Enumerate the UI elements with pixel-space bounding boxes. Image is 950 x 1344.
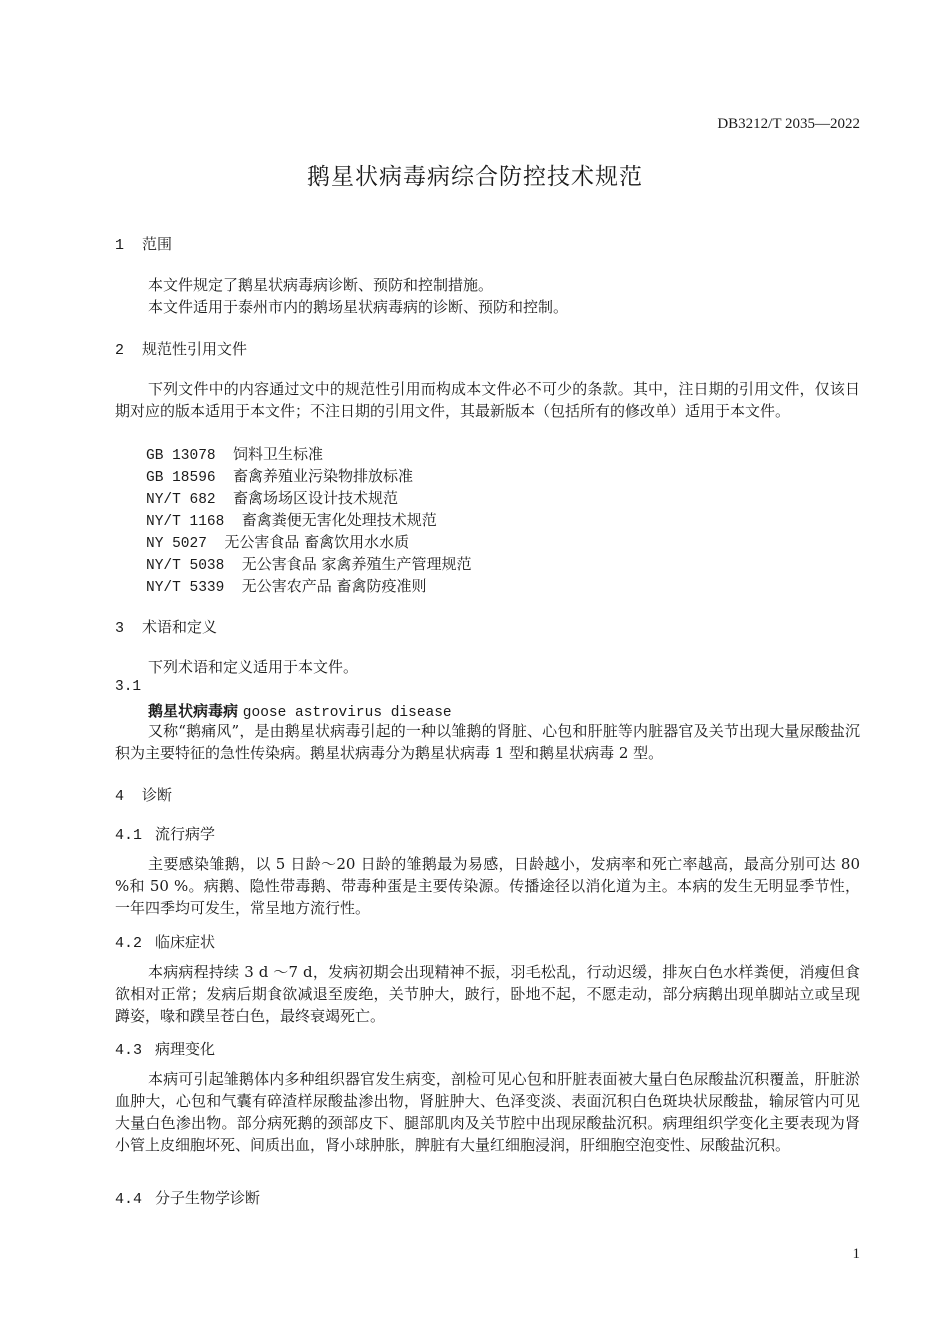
reference-code: NY/T 1168 (146, 514, 225, 530)
section-title: 术语和定义 (142, 618, 218, 636)
reference-code: GB 13078 (146, 448, 216, 464)
paragraph: 本病可引起雏鹅体内多种组织器官发生病变，剖检可见心包和肝脏表面被大量白色尿酸盐沉积覆盖，肝脏淤血肿大，心包和气囊有碎渣样尿酸盐渗出物，肾脏肿大、色泽变淡、表面沉积白色斑块状尿酸盐，输尿管内可见大量白色渗出物。部分病死鹅的颈部皮下、腿部肌肉及关节腔中出现尿酸盐沉积。病理组织学变化主要表现为肾小管上皮细胞坏死、间质出血，肾小球肿胀，脾脏有大量红细胞浸润，肝细胞空泡变性、尿酸盐沉积。 (115, 1070, 860, 1154)
term-number: 3.1 (115, 679, 142, 695)
term-definition: 又称“鹅痛风”，是由鹅星状病毒引起的一种以雏鹅的肾脏、心包和肝脏等内脏器官及关节出现大量尿酸盐沉积为主要特征的急性传染病。鹅星状病毒分为鹅星状病毒 1 型和鹅星状病毒 2 型。 (115, 722, 860, 762)
reference-item (146, 553, 472, 574)
section-4-heading (115, 784, 172, 805)
reference-name: 畜禽场场区设计技术规范 (233, 489, 399, 507)
subsection-number: 4.2 (115, 935, 143, 952)
reference-item (146, 487, 398, 508)
reference-name: 无公害食品 家禽养殖生产管理规范 (241, 555, 472, 573)
subsection-4-4-heading (115, 1187, 260, 1208)
section-number: 1 (115, 237, 125, 254)
section-title: 规范性引用文件 (142, 340, 248, 358)
section-title: 诊断 (142, 786, 173, 804)
section-number: 2 (115, 342, 125, 359)
reference-name: 饲料卫生标准 (233, 445, 324, 463)
reference-item (146, 465, 413, 486)
reference-item (146, 509, 437, 530)
reference-code: NY/T 5339 (146, 580, 225, 596)
subsection-4-3-heading (115, 1038, 215, 1059)
paragraph: 主要感染雏鹅，以 5 日龄～20 日龄的雏鹅最为易感，日龄越小，发病率和死亡率越高，最高分别可达 80 %和 50 %。病鹅、隐性带毒鹅、带毒种蛋是主要传染源。传播途径以消化道为主。本病的发生无明显季节性，一年四季均可发生，常呈地方流行性。 (115, 855, 860, 917)
reference-name: 畜禽粪便无害化处理技术规范 (241, 511, 437, 529)
reference-code: NY/T 682 (146, 492, 216, 508)
paragraph: 本文件规定了鹅星状病毒病诊断、预防和控制措施。 (148, 276, 494, 294)
subsection-title: 分子生物学诊断 (155, 1189, 261, 1207)
paragraph: 本文件适用于泰州市内的鹅场星状病毒病的诊断、预防和控制。 (148, 298, 569, 316)
section-number: 4 (115, 788, 125, 805)
subsection-title: 临床症状 (155, 933, 216, 951)
reference-code: NY 5027 (146, 536, 207, 552)
subsection-4-1-heading (115, 823, 215, 844)
term-english: goose astrovirus disease (242, 705, 452, 721)
subsection-number: 4.4 (115, 1191, 143, 1208)
subsection-number: 4.3 (115, 1042, 143, 1059)
term-chinese: 鹅星状病毒病 (148, 702, 239, 720)
reference-item (146, 443, 323, 464)
section-2-heading (115, 338, 247, 359)
document-title: 鹅星状病毒病综合防控技术规范 (307, 164, 643, 190)
page-number: 1 (852, 1246, 860, 1262)
paragraph: 下列文件中的内容通过文中的规范性引用而构成本文件必不可少的条款。其中，注日期的引用文件，仅该日期对应的版本适用于本文件；不注日期的引用文件，其最新版本（包括所有的修改单）适用于本文件。 (115, 380, 860, 420)
subsection-4-2-heading (115, 931, 215, 952)
reference-name: 无公害农产品 畜禽防疫准则 (241, 577, 427, 595)
paragraph: 下列术语和定义适用于本文件。 (148, 658, 359, 676)
section-1-heading (115, 233, 172, 254)
reference-name: 畜禽养殖业污染物排放标准 (233, 467, 414, 485)
section-title: 范围 (142, 235, 173, 253)
reference-item (146, 575, 427, 596)
paragraph: 本病病程持续 3 d ～7 d，发病初期会出现精神不振，羽毛松乱，行动迟缓，排灰白色水样粪便，消瘦但食欲相对正常；发病后期食欲减退至废绝，关节肿大，跛行，卧地不起，不愿走动，部分病鹅出现单脚站立或呈现蹲姿，喙和蹼呈苍白色，最终衰竭死亡。 (115, 963, 860, 1025)
term-entry (148, 700, 452, 721)
reference-code: NY/T 5038 (146, 558, 225, 574)
section-number: 3 (115, 620, 125, 637)
reference-name: 无公害食品 畜禽饮用水水质 (224, 533, 410, 551)
section-3-heading (115, 616, 217, 637)
subsection-title: 流行病学 (155, 825, 216, 843)
standard-number: DB3212/T 2035—2022 (717, 116, 860, 132)
reference-item (146, 531, 409, 552)
reference-code: GB 18596 (146, 470, 216, 486)
subsection-number: 4.1 (115, 827, 143, 844)
subsection-title: 病理变化 (155, 1040, 216, 1058)
